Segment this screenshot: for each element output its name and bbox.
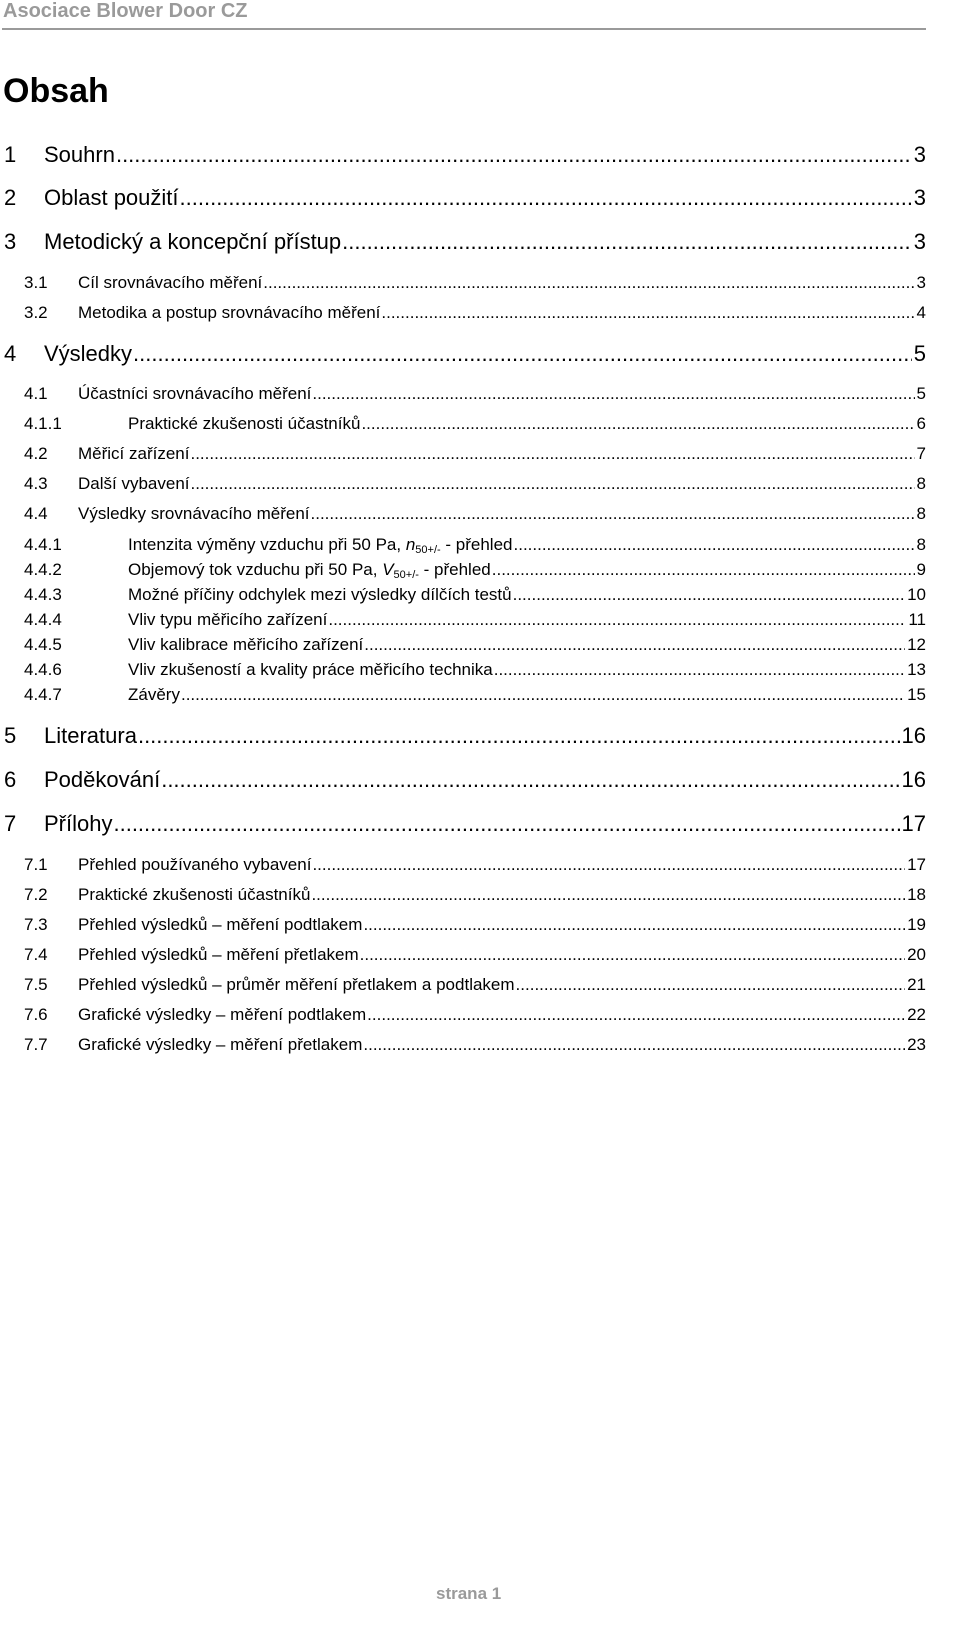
toc-entry[interactable]: 4.1 Účastníci srovnávacího měření ..... 5 (24, 384, 926, 408)
toc-entry[interactable]: 4.4 Výsledky srovnávacího měření ..... 8 (24, 504, 926, 528)
toc-entry[interactable]: 4.4.6 Vliv zkušeností a kvality práce měřicího technika ..... 13 (24, 660, 926, 684)
toc-entry[interactable]: 4.4.5 Vliv kalibrace měřicího zařízení ..... 12 (24, 635, 926, 659)
toc-entry[interactable]: 4 Výsledky ..... 5 (4, 341, 926, 371)
page-footer: strana 1 (436, 1584, 502, 1603)
toc-entry[interactable]: 4.4.1 Intenzita výměny vzduchu při 50 Pa, $n_{50+/-}$ - přehled ..... 8 (24, 535, 926, 559)
toc-entry[interactable]: 4.2 Měřicí zařízení ..... 7 (24, 444, 926, 468)
toc-entry[interactable]: 7.1 Přehled používaného vybavení ..... 17 (24, 855, 926, 879)
toc-entry[interactable]: 4.3 Další vybavení ..... 8 (24, 474, 926, 498)
toc-entry[interactable]: 7.4 Přehled výsledků – měření přetlakem ..... 20 (24, 945, 926, 969)
toc-entry[interactable]: 6 Poděkování ..... 16 (4, 767, 926, 797)
toc-entry[interactable]: 7.5 Přehled výsledků – průměr měření přetlakem a podtlakem ..... 21 (24, 975, 926, 999)
toc-entry[interactable]: 7.6 Grafické výsledky – měření podtlakem ..... 22 (24, 1005, 926, 1029)
toc-entry[interactable]: 1 Souhrn ..... 3 (4, 142, 926, 172)
toc-entry[interactable]: 3 Metodický a koncepční přístup ..... 3 (4, 229, 926, 259)
header-divider (2, 28, 926, 30)
toc-entry[interactable]: 4.4.3 Možné příčiny odchylek mezi výsledky dílčích testů ..... 10 (24, 585, 926, 609)
toc-entry[interactable]: 4.4.4 Vliv typu měřicího zařízení ..... 11 (24, 610, 926, 634)
document-header: Asociace Blower Door CZ (3, 0, 248, 22)
toc-entry[interactable]: 3.1 Cíl srovnávacího měření ..... 3 (24, 273, 926, 297)
toc-entry[interactable]: 3.2 Metodika a postup srovnávacího měření ..... 4 (24, 303, 926, 327)
toc-entry[interactable]: 4.4.7 Závěry ..... 15 (24, 685, 926, 709)
toc-entry[interactable]: 2 Oblast použití ..... 3 (4, 185, 926, 215)
toc-entry[interactable]: 4.1.1 Praktické zkušenosti účastníků ..... 6 (24, 414, 926, 438)
toc-entry[interactable]: 7.3 Přehled výsledků – měření podtlakem ..... 19 (24, 915, 926, 939)
toc-entry[interactable]: 7 Přílohy ..... 17 (4, 811, 926, 841)
toc-entry[interactable]: 7.7 Grafické výsledky – měření přetlakem ..... 23 (24, 1035, 926, 1059)
page-title: Obsah (3, 72, 109, 110)
toc-entry[interactable]: 5 Literatura ..... 16 (4, 723, 926, 753)
toc-entry[interactable]: 4.4.2 Objemový tok vzduchu při 50 Pa, $V_{50+/-}$ - přehled ..... 9 (24, 560, 926, 584)
toc-entry[interactable]: 7.2 Praktické zkušenosti účastníků ..... 18 (24, 885, 926, 909)
